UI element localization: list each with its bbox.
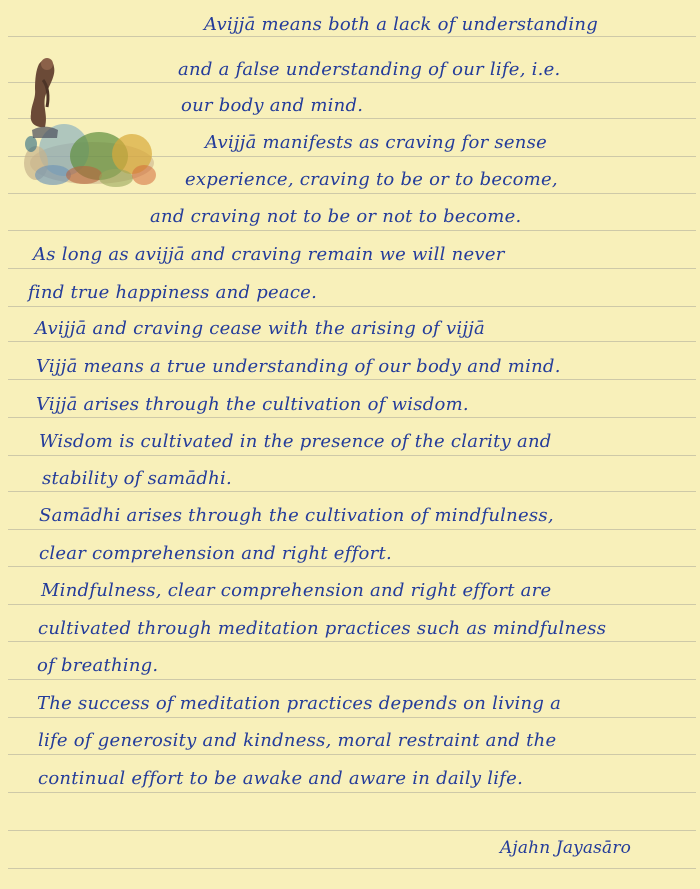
note-line-3: our body and mind. xyxy=(181,95,364,116)
note-line-19: The success of meditation practices depends on living a xyxy=(37,693,562,714)
ruled-line xyxy=(8,341,696,342)
note-line-21: continual effort to be awake and aware in daily life. xyxy=(38,768,524,789)
ruled-line xyxy=(8,36,696,37)
note-line-11: Vijjā arises through the cultivation of wisdom. xyxy=(36,394,469,415)
note-line-6: and craving not to be or not to become. xyxy=(150,206,522,227)
note-line-7: As long as avijjā and craving remain we will never xyxy=(33,244,505,265)
note-line-4: Avijjā manifests as craving for sense xyxy=(205,132,548,153)
signature: Ajahn Jayasāro xyxy=(500,838,631,858)
ruled-line xyxy=(8,641,696,642)
note-line-13: stability of samādhi. xyxy=(42,468,232,489)
ruled-line xyxy=(8,604,696,605)
ruled-line xyxy=(8,717,696,718)
ruled-line xyxy=(8,455,696,456)
ruled-line xyxy=(8,566,696,567)
ruled-line xyxy=(8,529,696,530)
ruled-line xyxy=(8,754,696,755)
note-line-8: find true happiness and peace. xyxy=(28,282,318,303)
ruled-line xyxy=(8,679,696,680)
note-line-17: cultivated through meditation practices such as mindfulness xyxy=(38,618,607,639)
note-line-10: Vijjā means a true understanding of our body and mind. xyxy=(36,356,561,377)
ruled-line xyxy=(8,230,696,231)
ruled-line xyxy=(8,830,696,831)
ruled-line xyxy=(8,417,696,418)
note-line-2: and a false understanding of our life, i.e. xyxy=(178,59,561,80)
note-line-12: Wisdom is cultivated in the presence of the clarity and xyxy=(39,431,552,452)
ruled-line xyxy=(8,268,696,269)
ruled-line xyxy=(8,491,696,492)
note-line-5: experience, craving to be or to become, xyxy=(185,169,558,190)
ruled-line xyxy=(8,792,696,793)
note-line-18: of breathing. xyxy=(37,655,159,676)
ruled-line xyxy=(8,868,696,869)
note-line-9: Avijjā and craving cease with the arising of vijjā xyxy=(35,318,486,339)
ruled-line xyxy=(8,306,696,307)
note-line-15: clear comprehension and right effort. xyxy=(39,543,392,564)
watercolor-meditator-icon xyxy=(14,52,166,194)
ruled-line xyxy=(8,379,696,380)
note-line-1: Avijjā means both a lack of understanding xyxy=(204,14,598,35)
note-line-16: Mindfulness, clear comprehension and right effort are xyxy=(41,580,552,601)
note-line-14: Samādhi arises through the cultivation of mindfulness, xyxy=(39,505,554,526)
note-line-20: life of generosity and kindness, moral restraint and the xyxy=(38,730,557,751)
